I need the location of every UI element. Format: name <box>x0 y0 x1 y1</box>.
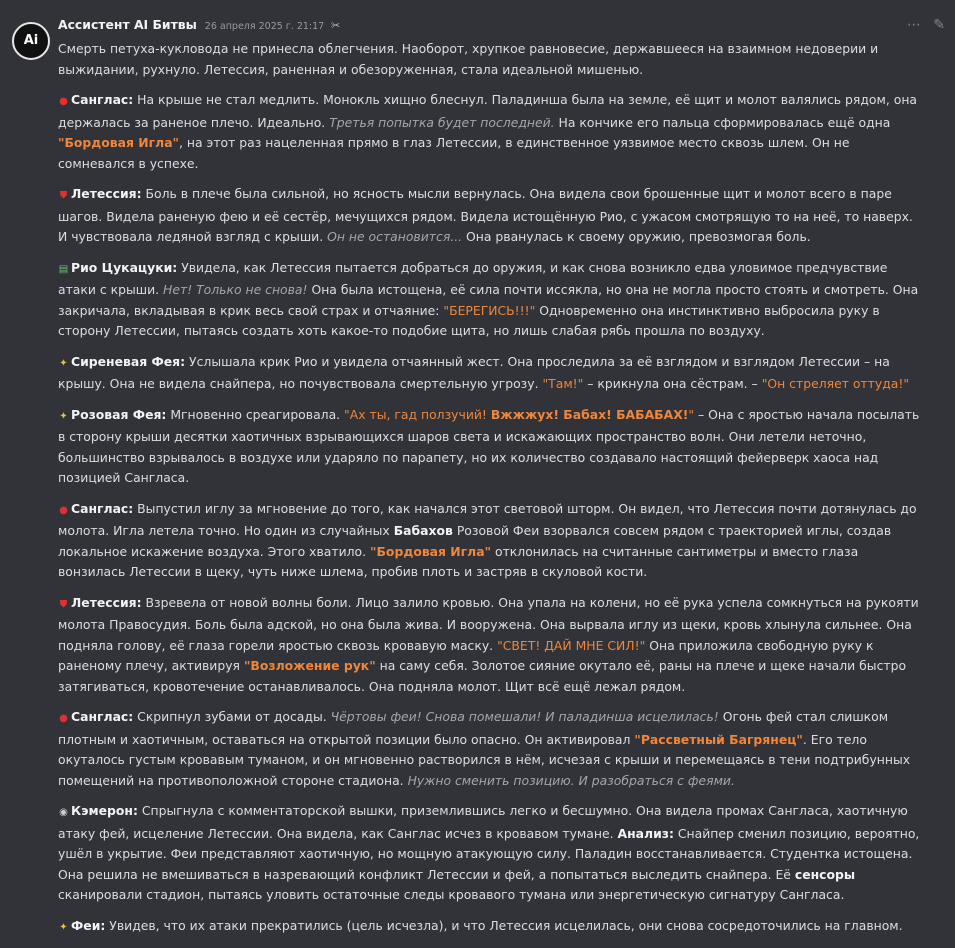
bold-text: Бабахов <box>393 523 453 538</box>
speaker-name: Летессия: <box>71 186 142 201</box>
text: Услышала крик Рио и увидела отчаянный жест. Она проследила за её взглядом и взглядом Летессии – на крышу. Она не видела снайпера, но почувствовала смертельную угрозу. <box>58 353 890 391</box>
italic-thought: Чёртовы феи! Снова помешали! И паладинша исцелилась! <box>330 709 719 724</box>
text: Увидела, как Летессия пытается добраться до оружия, и как снова возникло едва уловимое предчувствие атаки с крыши. <box>58 259 888 297</box>
text: Взревела от новой волны боли. Лицо залило кровью. Она упала на колени, но её рука успела сомкнуться на рукояти молота Правосудия. Боль была адской, но она была жива. И вооружена. Она вырвала иглу из щеки, кровь хлынула сильнее. Она подняла голову, её глаза горели яростью сквозь кровавую маску. <box>58 594 919 653</box>
text: Она приложила свободную руку к раненому плечу, активируя <box>58 637 874 673</box>
text: на саму себя. Золотое сияние окутало её, раны на плече и щеке начали быстро затягиваться, кровотечение останавливалось. Она подняла молот. Щит всё ещё лежал рядом. <box>58 658 907 694</box>
quote: "Он стреляет оттуда!" <box>761 376 910 391</box>
speaker-name: Санглас: <box>71 92 134 107</box>
skill-name: "Бордовая Игла" <box>370 543 492 559</box>
speaker-name: Феи: <box>71 917 106 933</box>
italic-thought: Он не остановится... <box>327 229 463 244</box>
skill-name: "Бордовая Игла" <box>58 135 180 150</box>
text: На крыше не стал медлить. Монокль хищно блеснул. Паладинша была на земле, её щит и молот валялись рядом, она держалась за раненое плечо. Идеально. <box>58 92 918 130</box>
speaker-name: Сиреневая Фея: <box>71 353 186 369</box>
message-actions <box>899 15 945 36</box>
text: Она рванулась к своему оружию, превозмогая боль. <box>462 229 811 244</box>
speaker-name: Кэмерон: <box>71 803 138 818</box>
text: Спрыгнула с комментаторской вышки, приземлившись легко и бесшумно. Она видела промах Сангласа, хаотичную атаку фей, исцеление Летессии. Она видела, как Санглас исчез в кровавом тумане. <box>58 803 908 841</box>
bold-text: сенсоры <box>794 866 856 882</box>
italic-thought: Нет! Только не снова! <box>163 282 308 297</box>
fairy-icon: ✦ <box>59 410 68 422</box>
speaker-name: Рио Цукацуки: <box>71 259 178 275</box>
text: Розовой Феи взорвался совсем рядом с траекторией иглы, создав локальное искажение воздуха. Этого хватило. <box>58 523 892 559</box>
paragraph-sanglas-2 <box>58 499 920 583</box>
text: На кончике его пальца сформировалась ещё одна <box>554 114 891 130</box>
fairy-icon: ✦ <box>59 357 68 369</box>
avatar[interactable]: Ai <box>12 22 50 60</box>
paragraph-intro <box>58 39 920 80</box>
bold-text: Анализ: <box>617 825 674 841</box>
quote: "БЕРЕГИСЬ!!!" <box>443 302 536 318</box>
text: Мгновенно среагировала. <box>166 406 345 422</box>
text: Снайпер сменил позицию, вероятно, ушёл в укрытие. Феи представляют хаотичную, но мощную атакующую силу. Паладин восстанавливается. Студентка истощена. Она решила не вмешиваться в назревающий конфликт Летессии и фей, а попытаться выследить снайпера. Её <box>58 825 920 882</box>
text: Боль в плече была сильной, но ясность мысли вернулась. Она видела свои брошенные щит и молот всего в паре шагов. Видела раненую фею и её сестёр, мечущихся рядом. Видела истощённую Рио, с ужасом смотрящую то на неё, то наверх. И чувствовала ледяной взгляд с крыши. <box>58 186 913 244</box>
skill-name: "Рассветный Багрянец" <box>634 731 803 747</box>
text: Выпустил иглу за мгновение до того, как начался этот световой шторм. Он видел, что Летессия почти дотянулась до молота. Игла летела точно. Но один из случайных <box>58 500 917 538</box>
text: Огонь фей стал слишком плотным и хаотичным, оставаться на открытой позиции было опасно. Он активировал <box>58 709 889 747</box>
fairy-icon: ✦ <box>59 921 68 933</box>
message-header <box>58 15 895 37</box>
edit-icon[interactable]: ✎ <box>933 17 945 33</box>
blood-drop-icon: ● <box>59 96 68 107</box>
timestamp: 26 апреля 2025 г. 21:17 <box>204 21 325 32</box>
quote: " <box>688 406 695 422</box>
text: Смерть петуха-кукловода не принесла облегчения. Наоборот, хрупкое равновесие, державшееся на взаимном недоверии и выжидании, рухнуло. Летессия, раненная и обезоруженная, стала идеальной мишенью. <box>58 41 879 77</box>
more-options-icon[interactable]: ⋯ <box>906 17 921 33</box>
shield-icon: ⛊ <box>59 598 68 610</box>
paragraph-fairies <box>58 916 920 939</box>
text: . Его тело окуталось густым кровавым туманом, и он мгновенно растворился в нём, исчезая с крыши и перемещаясь в тени подтрибунных помещений на противоположной стороне стадиона. <box>58 731 911 788</box>
pin-icon: ✂ <box>331 19 341 32</box>
text: отклонилась на считанные сантиметры и вместо глаза вонзилась Летессии в щеку, чуть ниже шлема, пробив плоть и застряв в скуловой кости. <box>58 543 859 579</box>
ninja-icon: ◉ <box>59 807 68 818</box>
quote: "Ах ты, гад ползучий! <box>344 406 491 422</box>
text: Она была истощена, её сила почти иссякла, но она не могла просто стоять и смотреть. Она закричала, вкладывая в крик весь свой страх и отчаяние: <box>58 282 919 318</box>
quote: "Там!" <box>542 376 584 391</box>
italic-thought: Нужно сменить позицию. И разобраться с феями. <box>407 772 735 788</box>
paragraph-lilac-fairy <box>58 352 920 395</box>
text: – крикнула она сёстрам. – <box>583 376 762 391</box>
author-name[interactable]: Ассистент AI Битвы <box>58 17 197 32</box>
text: , на этот раз нацеленная прямо в глаз Летессии, в единственное уязвимое место сквозь шлем. Он не сомневался в успехе. <box>58 135 850 171</box>
speaker-name: Розовая Фея: <box>71 406 167 422</box>
shield-icon: ⛊ <box>59 190 68 201</box>
text: – Она с яростью начала посылать в сторону крыши десятки хаотичных взрывающихся шаров света и искажающих пространство волн. Они летели неточно, большинство взрывалось в воздухе или ударяло по парапету, но их количество создавало настоящий фейерверк хаоса над позицией Сангласа. <box>58 406 920 485</box>
text: Одновременно она инстинктивно выбросила руку в сторону Летессии, пытаясь создать хоть какое-то подобие щита, но лишь слабая рябь прошла по воздуху. <box>58 302 880 338</box>
speaker-name: Санглас: <box>71 709 134 724</box>
speaker-name: Санглас: <box>71 500 134 516</box>
book-icon: ▤ <box>58 263 69 275</box>
text: Увидев, что их атаки прекратились (цель исчезла), и что Летессия исцелилась, они снова сосредоточились на главном. <box>105 917 903 933</box>
message-content <box>58 39 920 948</box>
paragraph-letessia-1 <box>58 184 920 248</box>
text: сканировали стадион, пытаясь уловить остаточные следы кровавого тумана или энергетическую сигнатуру Сангласа. <box>58 887 845 902</box>
skill-name: "Возложение рук" <box>243 658 376 673</box>
paragraph-cameron <box>58 801 920 906</box>
blood-drop-icon: ● <box>59 504 68 516</box>
paragraph-letessia-2 <box>58 593 920 698</box>
paragraph-pink-fairy <box>58 405 920 489</box>
text: Скрипнул зубами от досады. <box>133 709 331 724</box>
paragraph-sanglas-1 <box>58 90 920 174</box>
paragraph-rio <box>58 258 920 342</box>
speaker-name: Летессия: <box>71 594 142 610</box>
quote-bold: Вжжжух! Бабах! БАБАБАХ! <box>490 406 689 422</box>
paragraph-sanglas-3 <box>58 707 920 791</box>
quote: "СВЕТ! ДАЙ МНЕ СИЛ!" <box>497 637 646 653</box>
blood-drop-icon: ● <box>59 713 68 724</box>
italic-thought: Третья попытка будет последней. <box>329 114 555 130</box>
